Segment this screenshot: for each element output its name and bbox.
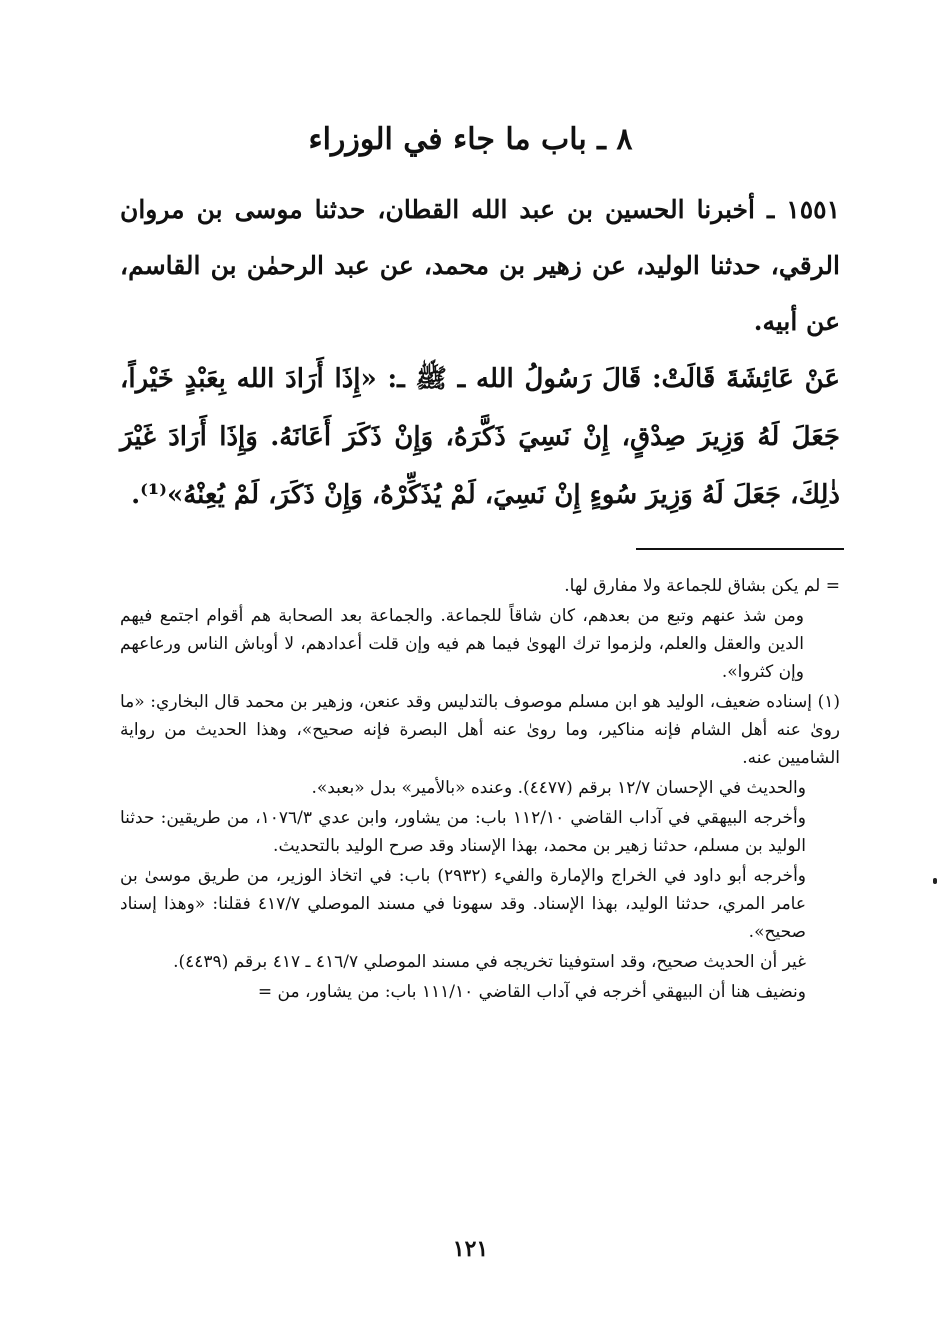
footnote-continuation-line: = لم يكن بشاق للجماعة ولا مفارق لها. <box>564 576 840 596</box>
footnote-1 <box>120 688 840 772</box>
chapter-title: ٨ ـ باب ما جاء في الوزراء <box>308 122 633 157</box>
footnote-1-paragraph-5: غير أن الحديث صحيح، وقد استوفينا تخريجه في مسند الموصلي ٤١٦/٧ ـ ٤١٧ برقم (٤٤٣٩). <box>173 952 806 972</box>
footnote-separator <box>636 548 844 550</box>
footnote-continuation-paragraph: ومن شذ عنهم وتبع من بعدهم، كان شاقاً للجماعة. والجماعة بعد الصحابة هم أقوام اجتمع فيهم الدين والعقل والعلم، ولزموا ترك الهوىٰ فيما هم فيه وإن قلت أعدادهم، لا أوباش الناس ورعاعهم وإن كثروا». <box>120 606 804 682</box>
footnote-1-text: إسناده ضعيف، الوليد هو ابن مسلم موصوف بالتدليس وقد عنعن، وزهير بن محمد قال البخاري: «ما روىٰ عنه أهل الشام فإنه مناكير، وما روىٰ عنه أهل البصرة فإنه صحيح»، وهذا الحديث من رواية الشاميين عنه. <box>120 692 840 768</box>
hadith-text: عَنْ عَائِشَةَ قَالَتْ: قَالَ رَسُولُ الله ـ ﷺ ـ: «إِذَا أَرَادَ الله بِعَبْدٍ خَيْراً، جَعَلَ لَهُ وَزِيرَ صِدْقٍ، إِنْ نَسِيَ ذَكَّرَهُ، وَإِنْ ذَكَرَ أَعَانَهُ. وَإِذَا أَرَادَ غَيْرَ ذٰلِكَ، جَعَلَ لَهُ وَزِيرَ سُوءٍ إِنْ نَسِيَ، لَمْ يُذَكِّرْهُ، وَإِنْ ذَكَرَ، لَمْ يُعِنْهُ»⁽¹⁾. <box>120 364 840 510</box>
scan-speck <box>933 878 937 884</box>
footnote-1-paragraph-3: وأخرجه البيهقي في آداب القاضي ١١٢/١٠ باب: من يشاور، وابن عدي ١٠٧٦/٣، من طريقين: حدثنا الوليد بن مسلم، حدثنا زهير بن محمد، بهذا الإسناد وقد صرح الوليد بالتحديث. <box>120 808 806 856</box>
footnote-1-paragraph-6: ونضيف هنا أن البيهقي أخرجه في آداب القاضي ١١١/١٠ باب: من يشاور، من = <box>257 982 806 1002</box>
footnotes-section <box>120 572 840 1008</box>
footnote-1-paragraph-2: والحديث في الإحسان ١٢/٧ برقم (٤٤٧٧). وعنده «بالأمير» بدل «بعبد». <box>311 778 806 798</box>
hadith-chain: ١٥٥١ ـ أخبرنا الحسين بن عبد الله القطان، حدثنا موسى بن مروان الرقي، حدثنا الوليد، عن زهير بن محمد، عن عبد الرحمٰن بن القاسم، عن أبيه. <box>120 195 840 336</box>
page-number: ١٢١ <box>452 1236 489 1262</box>
footnote-1-marker: (١) <box>817 692 841 712</box>
footnote-1-paragraph-4: وأخرجه أبو داود في الخراج والإمارة والفيء (٢٩٣٢) باب: في اتخاذ الوزير، من طريق موسىٰ بن عامر المري، حدثنا الوليد، بهذا الإسناد. وقد سهونا في مسند الموصلي ٤١٧/٧ فقلنا: «وهذا إسناد صحيح». <box>120 866 807 942</box>
